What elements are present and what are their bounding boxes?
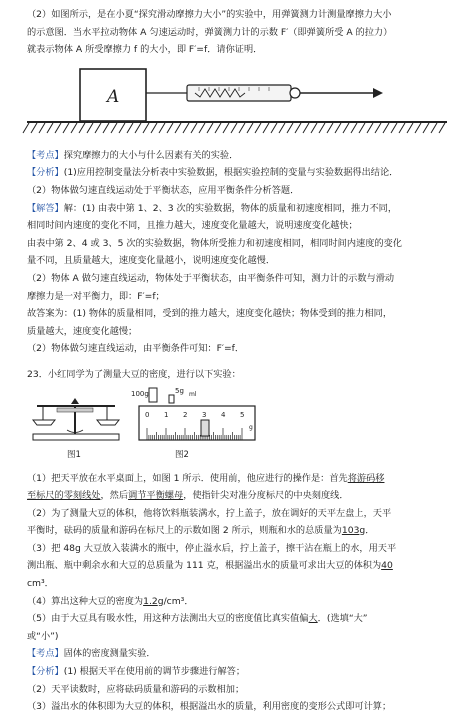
- weight-100g-label: 100g: [131, 389, 149, 398]
- scale-number: 4: [221, 410, 226, 419]
- rider: [201, 420, 209, 436]
- q23-fenxi-line-3: （3）溢出水的体积即为大豆的体积，根据溢出水的质量，利用密度的变形公式即可计算；: [27, 701, 392, 713]
- pull-arrow-head: [373, 88, 383, 98]
- balance-pivot: [71, 398, 79, 404]
- kaodian-text: 探究摩擦力的大小与什么因素有关的实验．: [63, 149, 239, 161]
- jieda-line-5: （2）物体 A 做匀速直线运动，物体处于平衡状态，由平衡条件可知，测力计的示数与滑动: [27, 272, 395, 284]
- ground-hatching: [23, 123, 445, 133]
- fenxi-line-1: (1)应用控制变量法分析表中实验数据，根据实验控制的变量与实验数据得出结论．: [63, 167, 399, 179]
- question-23-title: 23．小红同学为了测量大豆的密度，进行以下实验：: [27, 368, 241, 380]
- q23-step-3-line-3: cm³．: [27, 578, 54, 590]
- q23-fenxi-line-2: （2）天平读数时，应将砝码质量和游码的示数相加；: [27, 683, 245, 695]
- step-5-text: （5）由于大豆具有吸水性，用这种方法测出大豆的密度值比真实值偏: [27, 613, 309, 625]
- q23-step-4: [27, 593, 445, 611]
- figure-2-caption: 图2: [175, 449, 189, 460]
- fenxi-tag: 【分析】: [27, 167, 64, 179]
- jieda-line-2: 相同时间内速度的变化不同，且推力越大，速度变化量越大，说明速度变化越快；: [27, 220, 358, 232]
- step-4-unit: g/cm³．: [157, 595, 194, 607]
- q23-step-3-line-2: [27, 557, 445, 575]
- q23-kaodian-tag: 【考点】: [27, 648, 64, 660]
- jieda-line-1: 解：(1) 由表中第 1、2、3 次的实验数据，物体的质量和初速度相同，推力不同，: [63, 202, 398, 214]
- step-5-end: ．(选填“大”: [317, 613, 368, 625]
- q23-step-2-line-2: [27, 522, 445, 540]
- step-1-end: ，使指针尖对准分度标尺的中央刻度线．: [183, 490, 349, 502]
- cylinder-mark: ml: [189, 390, 197, 398]
- step-1-text: （1）把天平放在水平桌面上，如图 1 所示．使用前，他应进行的操作是：首先: [27, 472, 348, 484]
- scale-number: 0: [145, 410, 150, 419]
- scale-unit: g: [249, 423, 253, 431]
- step-3-text: 测出瓶、瓶中剩余水和大豆的总质量为 111 克，根据溢出水的质量可求出大豆的体积为: [27, 560, 382, 572]
- step-2-unit: g．: [359, 525, 375, 537]
- weight-5g-label: 5g: [175, 386, 184, 395]
- analysis-a-fenxi: [27, 164, 445, 182]
- analysis-a-kaodian: [27, 147, 445, 165]
- friction-figure: [27, 61, 445, 137]
- jieda-line-7: 故答案为：(1) 物体的质量相同，受到的推力越大，速度变化越快；物体受到的推力相同，: [27, 308, 393, 320]
- step-1-answer-1: 将游码移: [347, 472, 385, 484]
- figure-1-caption: 图1: [67, 449, 81, 460]
- step-2-answer: 103: [341, 525, 360, 537]
- step-5-answer: 大: [308, 613, 318, 625]
- step-4-text: （4）算出这种大豆的密度为: [27, 595, 144, 607]
- step-4-answer: 1.2: [143, 595, 158, 607]
- q23-fenxi-line-1: (1) 根据天平在使用前的调节步骤进行解答；: [63, 666, 246, 678]
- balance-diagram: [27, 384, 257, 468]
- balance-figures: [27, 384, 445, 468]
- block-a-label: A: [107, 86, 120, 107]
- q23-step-2-line-1: （2）为了测量大豆的体积，他将饮料瓶装满水，拧上盖子，放在调好的天平左盘上，天平: [27, 507, 392, 519]
- step-1-answer-1-cont: 至标尺的零刻线处: [27, 490, 101, 502]
- friction-apparatus-diagram: [27, 61, 447, 137]
- q23-step-3-line-1: （3）把 48g 大豆放入装满水的瓶中，停止溢水后，拧上盖子，擦干沾在瓶上的水，用天平: [27, 542, 397, 554]
- scale-number: 1: [164, 410, 169, 419]
- weight-5g: [169, 395, 174, 403]
- scale-ring: [290, 88, 300, 98]
- weights-figure-2: [131, 387, 255, 460]
- step-1-then: ，然后: [100, 490, 129, 502]
- jieda-line-3: 由表中第 2、4 或 3、5 次的实验数据，物体所受推力和初速度相同，相同时间内速度的变化: [27, 237, 402, 249]
- scale-number: 2: [183, 410, 188, 419]
- kaodian-tag: 【考点】: [27, 149, 64, 161]
- q23-fenxi: [27, 663, 445, 681]
- q23-step-5-line-2: 或“小”): [27, 630, 59, 642]
- fenxi-line-2: （2）物体做匀速直线运动处于平衡状态，应用平衡条件分析答题．: [27, 184, 300, 196]
- jieda-tag: 【解答】: [27, 202, 64, 214]
- q23-fenxi-tag: 【分析】: [27, 666, 64, 678]
- jieda-line-9: （2）物体做匀速直线运动，由平衡条件可知：F′=f．: [27, 343, 245, 355]
- jieda-line-8: 质量越大，速度变化越慢；: [27, 325, 138, 337]
- jieda-line-6: 摩擦力是一对平衡力，即：F′=f；: [27, 290, 165, 302]
- step-3-answer: 40: [381, 560, 393, 572]
- q23-step-5-line-1: [27, 610, 445, 628]
- left-pan: [33, 420, 55, 425]
- q23-step-1-line-1: [27, 470, 445, 488]
- balance-base: [33, 434, 119, 440]
- balance-figure-1: [33, 398, 119, 460]
- q23-kaodian: [27, 645, 445, 663]
- balance-slider-scale: [57, 408, 93, 412]
- step-2-text: 平衡时，砝码的质量和游码在标尺上的示数如图 2 所示，则瓶和水的总质量为: [27, 525, 342, 537]
- step-1-answer-2: 调节平衡螺母: [128, 490, 184, 502]
- scale-number: 3: [202, 410, 207, 419]
- analysis-a-jieda: [27, 200, 445, 218]
- jieda-line-4: 量不同，且质量越大，速度变化量越小，说明速度变化越慢．: [27, 255, 276, 267]
- question-2-line-3: 就表示物体 A 所受摩擦力 f 的大小，即 F′=f．请你证明．: [27, 44, 263, 56]
- q23-kaodian-text: 固体的密度测量实验．: [63, 648, 156, 660]
- weight-100g: [149, 388, 157, 402]
- scale-number: 5: [240, 410, 245, 419]
- question-2-line-2: 的示意图．当水平拉动物体 A 匀速运动时，弹簧测力计的示数 F′（即弹簧所受 A 的拉力）: [27, 26, 393, 38]
- right-pan: [97, 420, 119, 425]
- question-2-line-1: （2）如图所示，是在小夏“探究滑动摩擦力大小”的实验中，用弹簧测力计测量摩擦力大小: [27, 9, 392, 20]
- q23-step-1-line-2: [27, 487, 445, 505]
